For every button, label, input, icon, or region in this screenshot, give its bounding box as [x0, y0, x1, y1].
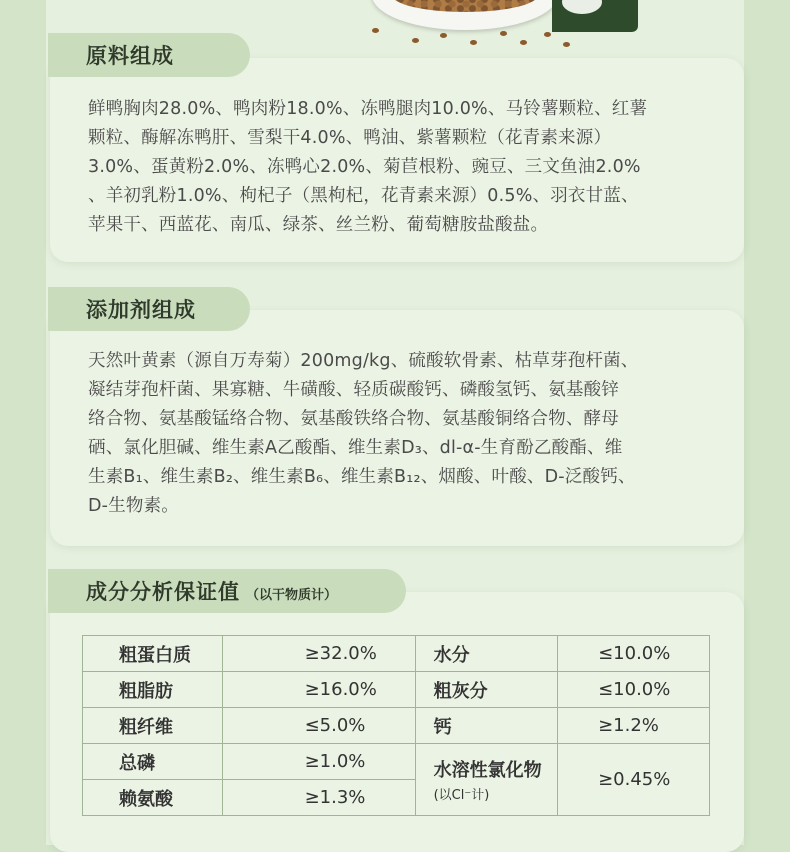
- additives-text: [88, 347, 708, 521]
- analysis-table: [82, 635, 710, 816]
- table-row: [83, 708, 710, 744]
- additives-line: D-生物素。: [88, 496, 179, 516]
- analysis-header: [48, 569, 406, 613]
- ingredients-line: 、羊初乳粉1.0%、枸杞子（黑枸杞，花青素来源）0.5%、羽衣甘蓝、: [88, 186, 639, 206]
- analysis-subtitle: （以干物质计）: [246, 587, 338, 603]
- additives-line: 硒、氯化胆碱、维生素A乙酸酯、维生素D₃、dl-α-生育酚乙酸酯、维: [88, 438, 623, 458]
- additives-line: 天然叶黄素（源自万寿菊）200mg/kg、硫酸软骨素、枯草芽孢杆菌、: [88, 351, 639, 371]
- nutrient-value: ≤5.0%: [222, 708, 415, 744]
- nutrient-label: 粗脂肪: [83, 672, 223, 708]
- ingredients-line: 颗粒、酶解冻鸭肝、雪梨干4.0%、鸭油、紫薯颗粒（花青素来源）: [88, 128, 612, 148]
- additives-line: 生素B₁、维生素B₂、维生素B₆、维生素B₁₂、烟酸、叶酸、D-泛酸钙、: [88, 467, 636, 487]
- kibble: [563, 42, 570, 47]
- nutrient-label: 水溶性氯化物: [433, 760, 542, 781]
- nutrient-label: 钙: [415, 708, 558, 744]
- nutrient-value: ≥1.0%: [222, 744, 415, 780]
- ingredients-header: [48, 33, 250, 77]
- nutrient-label: 赖氨酸: [83, 780, 223, 816]
- nutrient-label: 水分: [415, 636, 558, 672]
- kibble: [470, 40, 477, 45]
- additives-title: 添加剂组成: [86, 298, 196, 322]
- kibble: [520, 40, 527, 45]
- kibble: [440, 33, 447, 38]
- ingredients-line: 鲜鸭胸肉28.0%、鸭肉粉18.0%、冻鸭腿肉10.0%、马铃薯颗粒、红薯: [88, 99, 648, 119]
- ingredients-line: 苹果干、西蓝花、南瓜、绿茶、丝兰粉、葡萄糖胺盐酸盐。: [88, 215, 549, 235]
- nutrient-value: ≥0.45%: [558, 744, 710, 816]
- analysis-title: 成分分析保证值: [86, 580, 240, 604]
- additives-header: [48, 287, 250, 331]
- nutrient-value: ≥16.0%: [222, 672, 415, 708]
- nutrient-value: ≥32.0%: [222, 636, 415, 672]
- additives-line: 络合物、氨基酸锰络合物、氨基酸铁络合物、氨基酸铜络合物、酵母: [88, 409, 619, 429]
- nutrient-value: ≤10.0%: [558, 672, 710, 708]
- ingredients-title: 原料组成: [86, 44, 174, 68]
- nutrient-value: ≤10.0%: [558, 636, 710, 672]
- kibble: [500, 31, 507, 36]
- nutrient-label: 粗灰分: [415, 672, 558, 708]
- table-row: [83, 672, 710, 708]
- ingredients-text: [88, 95, 708, 240]
- nutrient-label-chloride: [415, 744, 558, 816]
- ingredients-line: 3.0%、蛋黄粉2.0%、冻鸭心2.0%、菊苣根粉、豌豆、三文鱼油2.0%: [88, 157, 641, 177]
- nutrient-value: ≥1.2%: [558, 708, 710, 744]
- nutrient-note: (以Cl⁻计): [433, 788, 490, 803]
- table-row: [83, 636, 710, 672]
- kibble: [544, 32, 551, 37]
- nutrient-label: 粗纤维: [83, 708, 223, 744]
- additives-line: 凝结芽孢杆菌、果寡糖、牛磺酸、轻质碳酸钙、磷酸氢钙、氨基酸锌: [88, 380, 619, 400]
- kibble: [372, 28, 379, 33]
- nutrient-label: 总磷: [83, 744, 223, 780]
- kibble: [412, 38, 419, 43]
- nutrient-value: ≥1.3%: [222, 780, 415, 816]
- table-row: [83, 744, 710, 780]
- nutrient-label: 粗蛋白质: [83, 636, 223, 672]
- package-box: [552, 0, 638, 32]
